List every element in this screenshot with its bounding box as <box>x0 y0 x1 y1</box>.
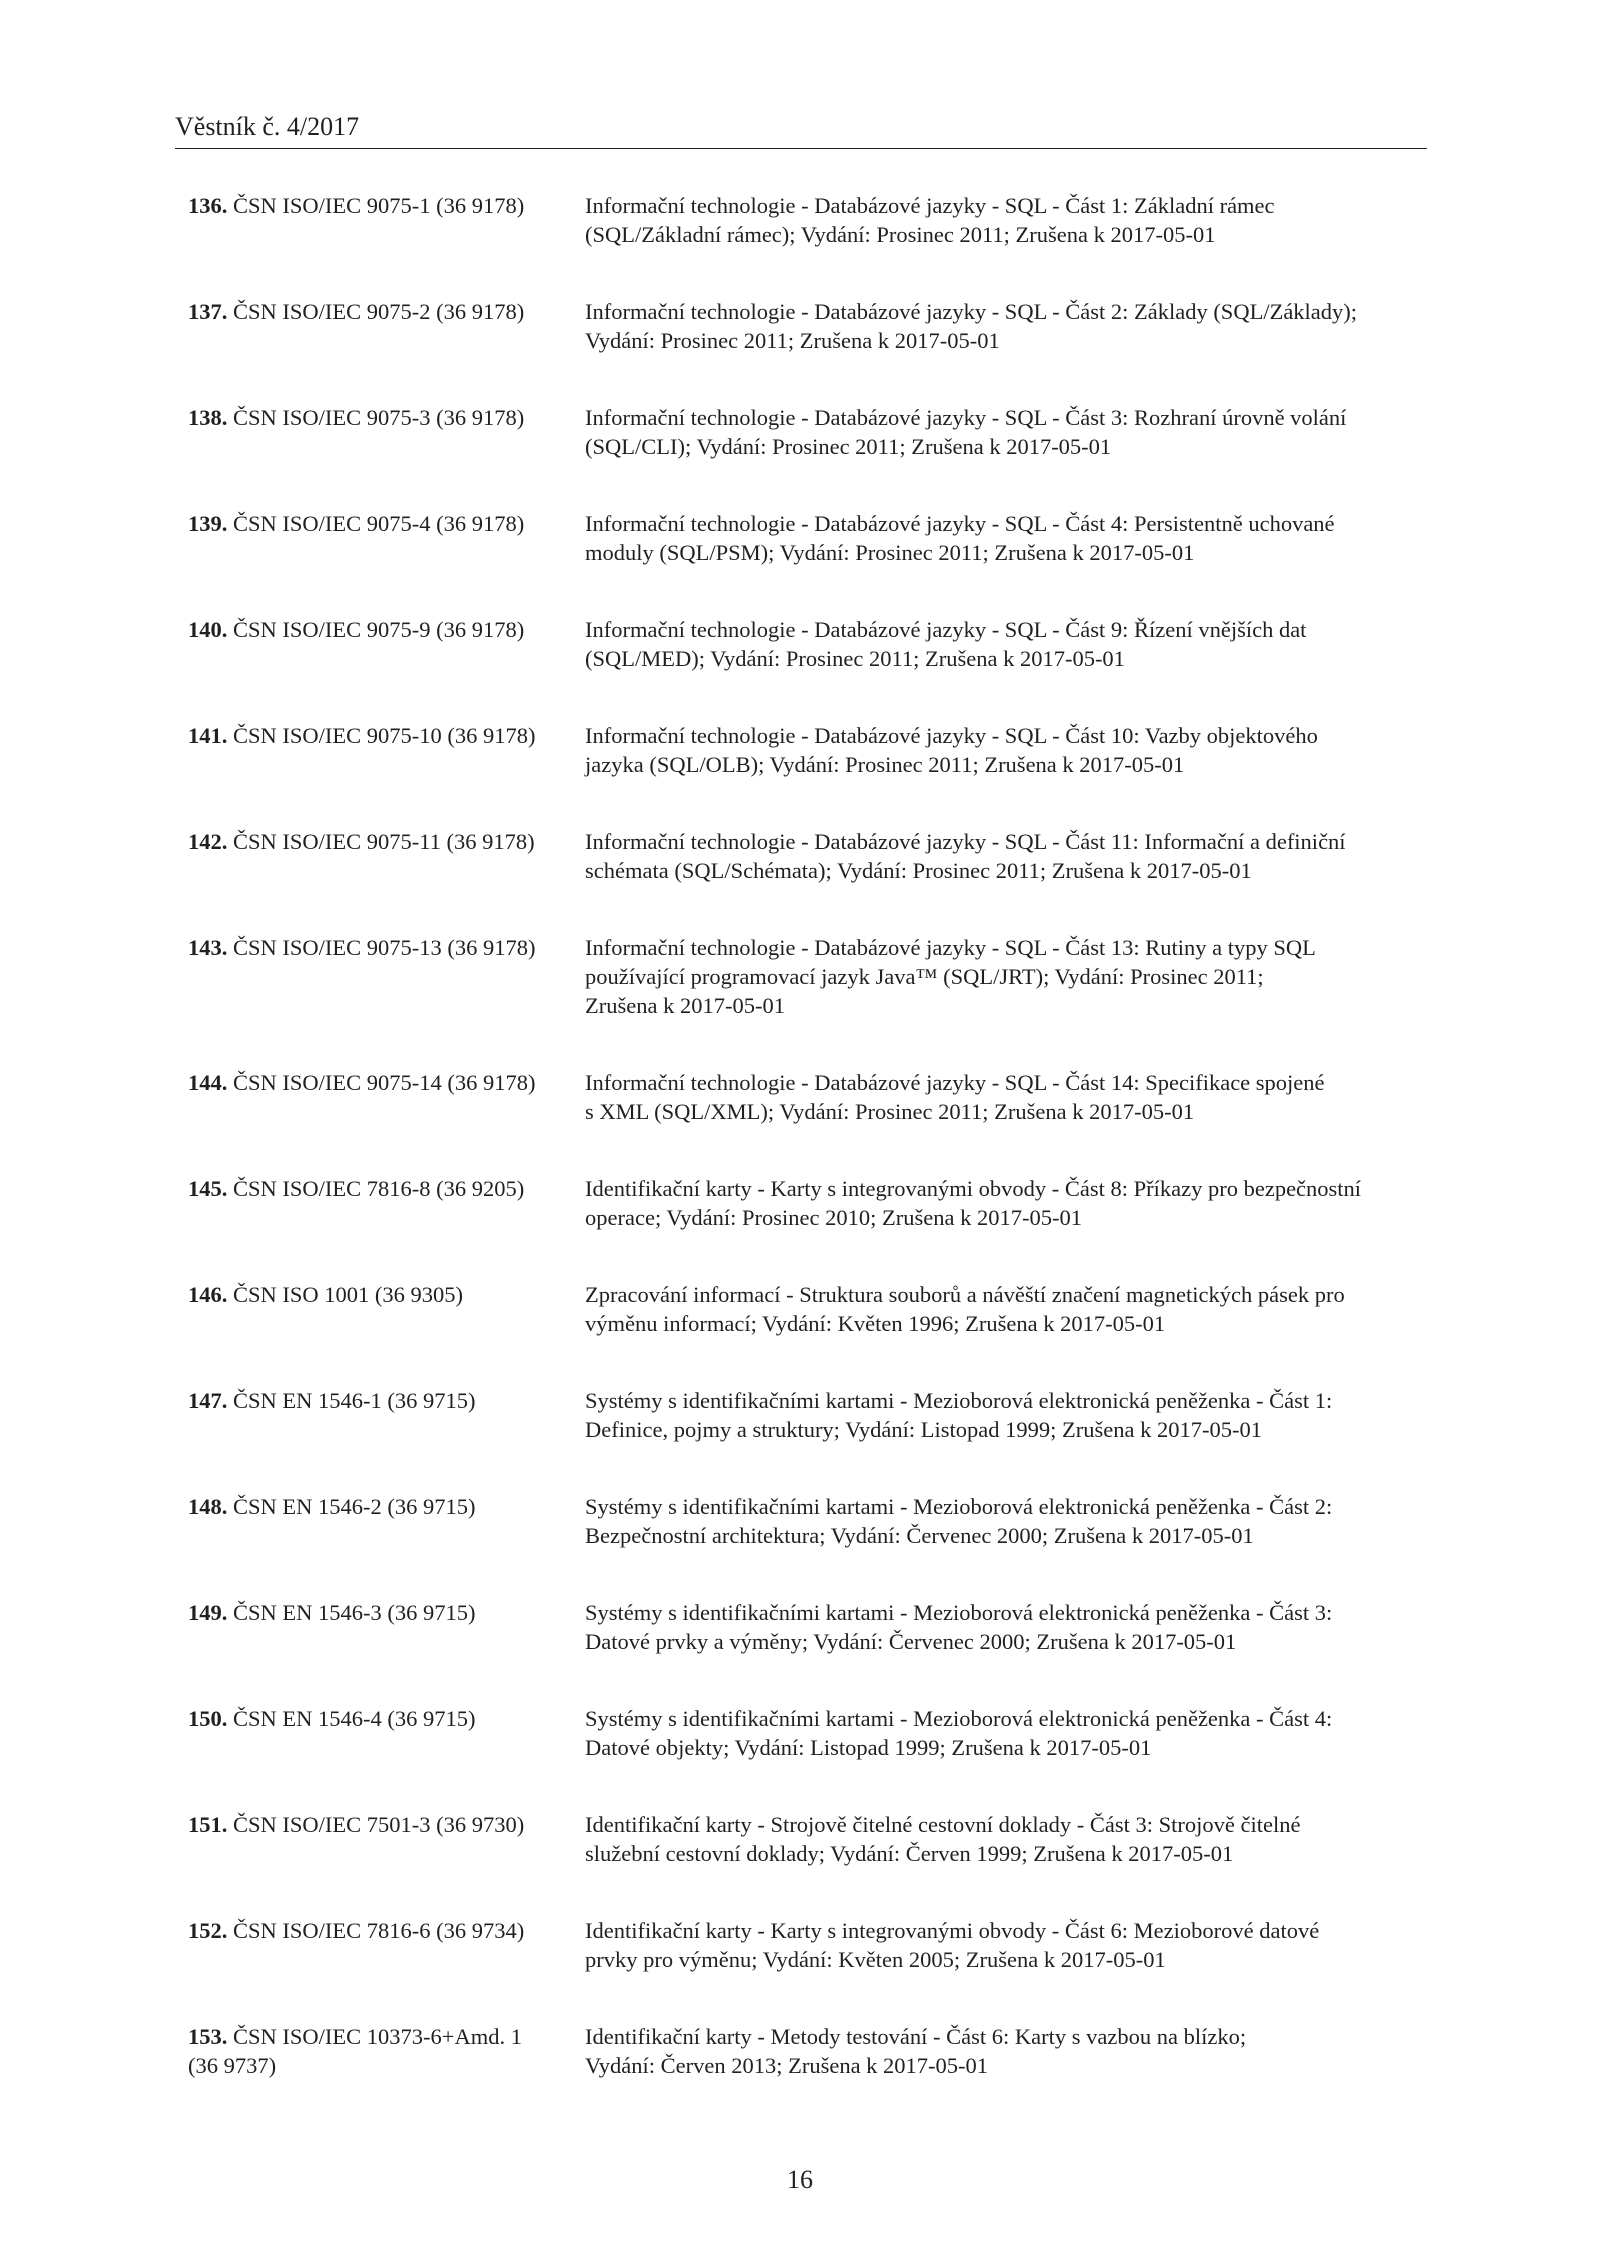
list-item <box>175 1598 1427 1704</box>
standard-code: ČSN ISO/IEC 10373-6+Amd. 1 (36 9737) <box>188 2024 522 2078</box>
standard-code: ČSN ISO/IEC 7816-8 (36 9205) <box>233 1176 525 1201</box>
standard-description: Informační technologie - Databázové jazyky - SQL - Část 1: Základní rámec (SQL/Základní rámec); Vydání: Prosinec 2011; Zrušena k 2017-05-01 <box>585 193 1275 247</box>
list-item <box>175 1068 1427 1174</box>
standard-description: Identifikační karty - Strojově čitelné cestovní doklady - Část 3: Strojově čitelné služební cestovní doklady; Vydání: Červen 1999; Zrušena k 2017-05-01 <box>585 1812 1301 1866</box>
standard-code: ČSN ISO/IEC 9075-2 (36 9178) <box>233 299 525 324</box>
list-item <box>175 1704 1427 1810</box>
page-number: 16 <box>787 2165 813 2194</box>
list-item <box>175 1280 1427 1386</box>
standard-code: ČSN EN 1546-4 (36 9715) <box>233 1706 476 1731</box>
item-number: 147. <box>188 1388 228 1413</box>
list-item <box>175 1174 1427 1280</box>
item-number: 141. <box>188 723 228 748</box>
list-item <box>175 403 1427 509</box>
item-number: 136. <box>188 193 228 218</box>
standard-description: Informační technologie - Databázové jazyky - SQL - Část 10: Vazby objektového jazyka (SQL/OLB); Vydání: Prosinec 2011; Zrušena k 2017-05-01 <box>585 723 1318 777</box>
standard-code: ČSN EN 1546-3 (36 9715) <box>233 1600 476 1625</box>
list-item <box>175 1810 1427 1916</box>
item-number: 140. <box>188 617 228 642</box>
standard-code: ČSN ISO/IEC 9075-11 (36 9178) <box>233 829 535 854</box>
standard-description: Identifikační karty - Karty s integrovanými obvody - Část 6: Mezioborové datové prvky pro výměnu; Vydání: Květen 2005; Zrušena k 2017-05-01 <box>585 1918 1320 1972</box>
list-item <box>175 615 1427 721</box>
standard-description: Systémy s identifikačními kartami - Mezioborová elektronická peněženka - Část 4: Datové objekty; Vydání: Listopad 1999; Zrušena k 2017-05-01 <box>585 1706 1333 1760</box>
item-number: 151. <box>188 1812 228 1837</box>
standard-description: Identifikační karty - Metody testování - Část 6: Karty s vazbou na blízko; Vydání: Červen 2013; Zrušena k 2017-05-01 <box>585 2024 1247 2078</box>
standard-description: Systémy s identifikačními kartami - Mezioborová elektronická peněženka - Část 3: Datové prvky a výměny; Vydání: Červenec 2000; Zrušena k 2017-05-01 <box>585 1600 1333 1654</box>
standard-description: Informační technologie - Databázové jazyky - SQL - Část 11: Informační a definiční schémata (SQL/Schémata); Vydání: Prosinec 2011; Zrušena k 2017-05-01 <box>585 829 1346 883</box>
item-number: 148. <box>188 1494 228 1519</box>
list-item <box>175 2022 1427 2128</box>
list-item <box>175 191 1427 297</box>
page-header <box>175 112 1427 149</box>
standard-code: ČSN ISO 1001 (36 9305) <box>233 1282 464 1307</box>
standard-code: ČSN ISO/IEC 9075-3 (36 9178) <box>233 405 525 430</box>
item-number: 137. <box>188 299 228 324</box>
item-number: 144. <box>188 1070 228 1095</box>
standard-code: ČSN ISO/IEC 9075-4 (36 9178) <box>233 511 525 536</box>
item-number: 150. <box>188 1706 228 1731</box>
standard-description: Systémy s identifikačními kartami - Mezioborová elektronická peněženka - Část 1: Definice, pojmy a struktury; Vydání: Listopad 1999; Zrušena k 2017-05-01 <box>585 1388 1333 1442</box>
journal-title: Věstník č. 4/2017 <box>175 112 360 141</box>
list-item <box>175 933 1427 1068</box>
list-item <box>175 721 1427 827</box>
item-number: 149. <box>188 1600 228 1625</box>
item-number: 143. <box>188 935 228 960</box>
list-item <box>175 509 1427 615</box>
standard-code: ČSN ISO/IEC 9075-9 (36 9178) <box>233 617 525 642</box>
standard-description: Informační technologie - Databázové jazyky - SQL - Část 14: Specifikace spojené s XML (SQL/XML); Vydání: Prosinec 2011; Zrušena k 2017-05-01 <box>585 1070 1325 1124</box>
standard-code: ČSN EN 1546-2 (36 9715) <box>233 1494 476 1519</box>
item-number: 152. <box>188 1918 228 1943</box>
standard-code: ČSN ISO/IEC 9075-1 (36 9178) <box>233 193 525 218</box>
standard-description: Informační technologie - Databázové jazyky - SQL - Část 2: Základy (SQL/Základy); Vydání: Prosinec 2011; Zrušena k 2017-05-01 <box>585 299 1358 353</box>
item-number: 138. <box>188 405 228 430</box>
list-item <box>175 297 1427 403</box>
item-number: 139. <box>188 511 228 536</box>
standard-code: ČSN ISO/IEC 9075-14 (36 9178) <box>233 1070 536 1095</box>
standard-description: Informační technologie - Databázové jazyky - SQL - Část 3: Rozhraní úrovně volání (SQL/CLI); Vydání: Prosinec 2011; Zrušena k 2017-05-01 <box>585 405 1347 459</box>
standard-code: ČSN ISO/IEC 9075-13 (36 9178) <box>233 935 536 960</box>
standard-description: Informační technologie - Databázové jazyky - SQL - Část 9: Řízení vnějších dat (SQL/MED); Vydání: Prosinec 2011; Zrušena k 2017-05-01 <box>585 617 1307 671</box>
item-number: 153. <box>188 2024 228 2049</box>
list-item <box>175 827 1427 933</box>
standard-code: ČSN ISO/IEC 7501-3 (36 9730) <box>233 1812 525 1837</box>
standard-code: ČSN ISO/IEC 7816-6 (36 9734) <box>233 1918 525 1943</box>
standard-description: Informační technologie - Databázové jazyky - SQL - Část 4: Persistentně uchované moduly (SQL/PSM); Vydání: Prosinec 2011; Zrušena k 2017-05-01 <box>585 511 1335 565</box>
list-item <box>175 1916 1427 2022</box>
item-number: 146. <box>188 1282 228 1307</box>
standard-description: Informační technologie - Databázové jazyky - SQL - Část 13: Rutiny a typy SQL používající programovací jazyk Java™ (SQL/JRT); Vydání: Prosinec 2011; Zrušena k 2017-05-01 <box>585 935 1316 1018</box>
list-item <box>175 1386 1427 1492</box>
standard-description: Systémy s identifikačními kartami - Mezioborová elektronická peněženka - Část 2: Bezpečnostní architektura; Vydání: Červenec 2000; Zrušena k 2017-05-01 <box>585 1494 1333 1548</box>
standard-code: ČSN EN 1546-1 (36 9715) <box>233 1388 476 1413</box>
item-number: 145. <box>188 1176 228 1201</box>
list-item <box>175 1492 1427 1598</box>
standard-code: ČSN ISO/IEC 9075-10 (36 9178) <box>233 723 536 748</box>
standards-list <box>175 191 1427 2128</box>
standard-description: Identifikační karty - Karty s integrovanými obvody - Část 8: Příkazy pro bezpečnostní operace; Vydání: Prosinec 2010; Zrušena k 2017-05-01 <box>585 1176 1362 1230</box>
standard-description: Zpracování informací - Struktura souborů a návěští značení magnetických pásek pro výměnu informací; Vydání: Květen 1996; Zrušena k 2017-05-01 <box>585 1282 1345 1336</box>
item-number: 142. <box>188 829 228 854</box>
